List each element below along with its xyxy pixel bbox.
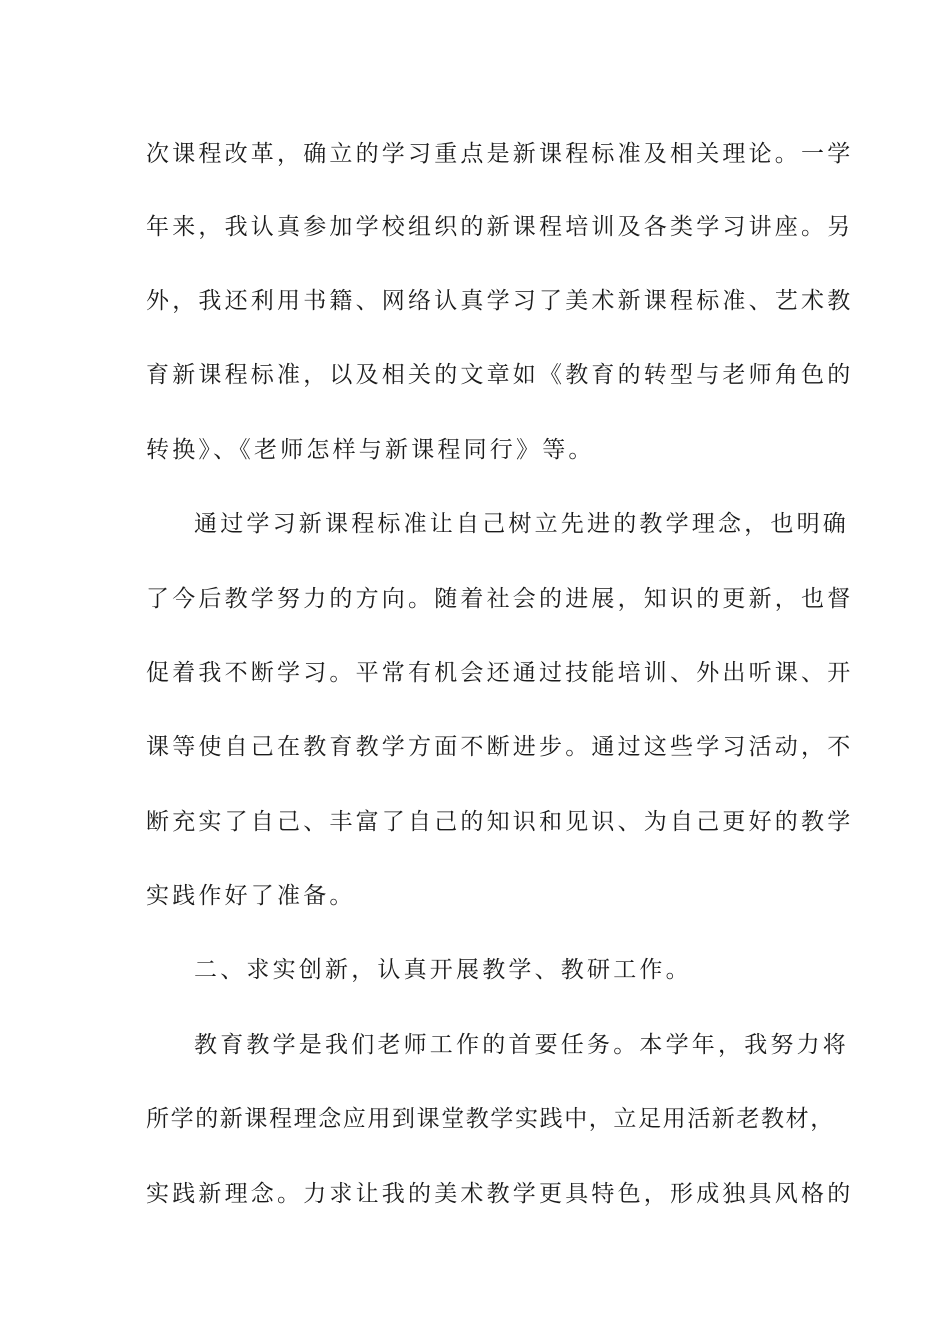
text-line: 课等使自己在教育教学方面不断进步。通过这些学习活动，不 (146, 734, 854, 760)
text-line: 次课程改革，确立的学习重点是新课程标准及相关理论。一学 (146, 141, 854, 167)
text-line: 实践新理念。力求让我的美术教学更具特色，形成独具风格的 (146, 1181, 854, 1207)
text-line: 实践作好了准备。 (146, 883, 356, 909)
text-line: 外，我还利用书籍、网络认真学习了美术新课程标准、艺术教 (146, 288, 854, 314)
text-line: 年来，我认真参加学校组织的新课程培训及各类学习讲座。另 (146, 214, 854, 240)
paragraph-first-line: 教育教学是我们老师工作的首要任务。本学年，我努力将 (194, 1032, 849, 1058)
text-line: 育新课程标准，以及相关的文章如《教育的转型与老师角色的 (146, 362, 854, 388)
text-line: 促着我不断学习。平常有机会还通过技能培训、外出听课、开 (146, 660, 854, 686)
text-line: 断充实了自己、丰富了自己的知识和见识、为自己更好的教学 (146, 809, 854, 835)
section-heading: 二、求实创新，认真开展教学、教研工作。 (194, 957, 692, 983)
text-line: 所学的新课程理念应用到课堂教学实践中，立足用活新老教材， (146, 1106, 835, 1132)
text-line: 转换》、《老师怎样与新课程同行》等。 (146, 437, 595, 463)
paragraph-first-line: 通过学习新课程标准让自己树立先进的教学理念，也明确 (194, 511, 849, 537)
text-line: 了今后教学努力的方向。随着社会的进展，知识的更新，也督 (146, 586, 854, 612)
